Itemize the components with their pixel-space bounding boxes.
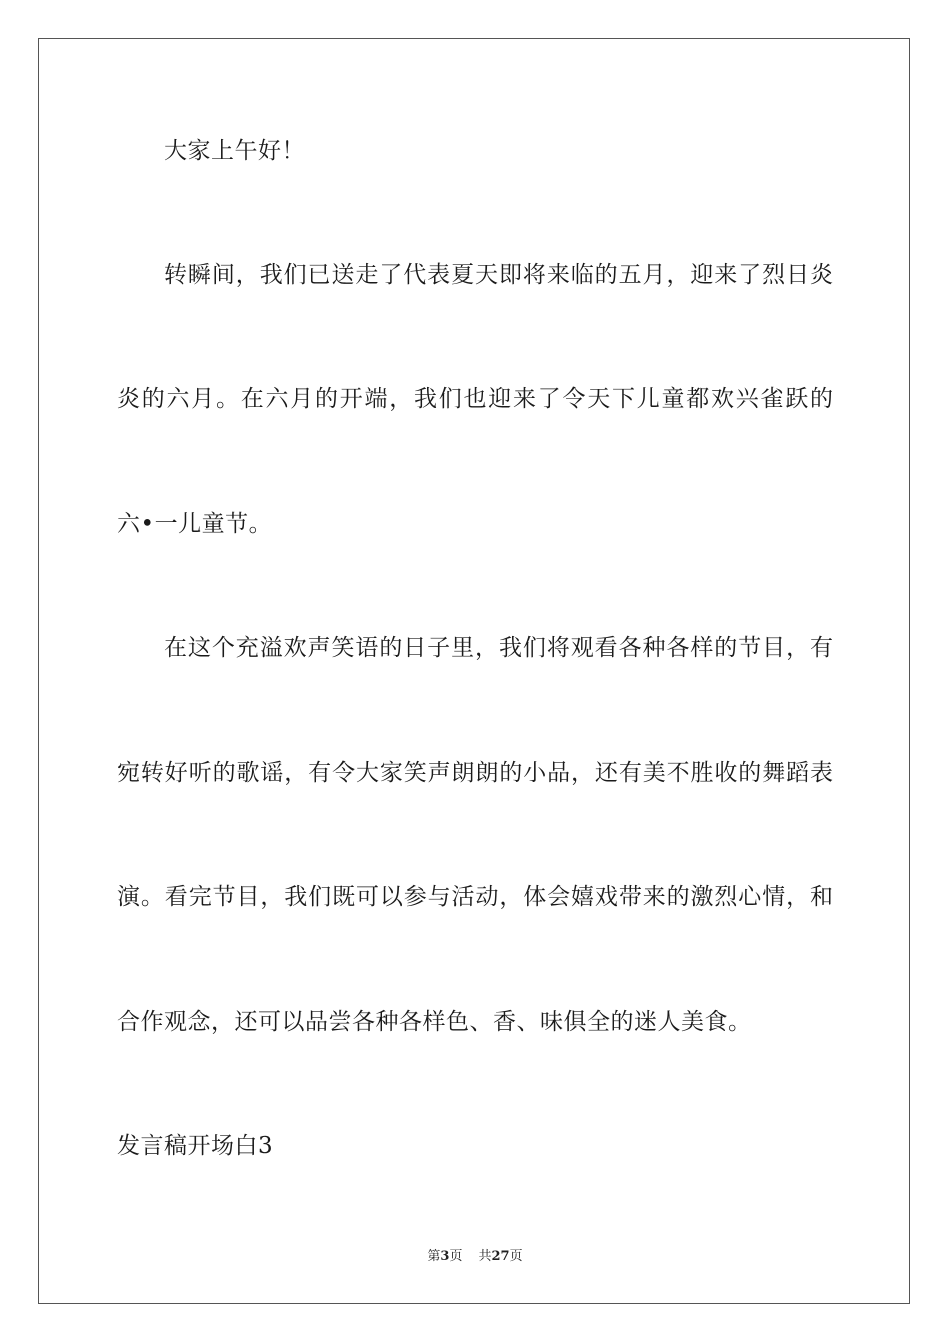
paragraph-2-line-2: 宛转好听的歌谣，有令大家笑声朗朗的小品，还有美不胜收的舞蹈表	[117, 760, 833, 786]
greeting-line: 大家上午好！	[164, 138, 305, 164]
paragraph-2-line-3: 演。看完节目，我们既可以参与活动，体会嬉戏带来的激烈心情，和	[117, 884, 833, 910]
page-footer	[0, 1248, 950, 1266]
paragraph-2-line-4: 合作观念，还可以品尝各种各样色、香、味俱全的迷人美食。	[117, 1009, 752, 1035]
paragraph-1-line-2: 炎的六月。在六月的开端，我们也迎来了令天下儿童都欢兴雀跃的	[117, 386, 833, 412]
page-suffix: 页	[449, 1249, 463, 1264]
total-suffix: 页	[509, 1249, 523, 1264]
page-number: 3	[440, 1249, 450, 1264]
total-prefix: 共	[478, 1249, 492, 1264]
paragraph-1-line-3: 六•一儿童节。	[117, 511, 273, 537]
paragraph-1-line-1: 转瞬间，我们已送走了代表夏天即将来临的五月，迎来了烈日炎	[164, 262, 833, 288]
paragraph-2-line-1: 在这个充溢欢声笑语的日子里，我们将观看各种各样的节目，有	[164, 635, 833, 661]
total-pages: 27	[491, 1249, 510, 1264]
page-border	[38, 38, 910, 1304]
section-heading: 发言稿开场白3	[117, 1133, 274, 1159]
page-prefix: 第	[427, 1249, 441, 1264]
